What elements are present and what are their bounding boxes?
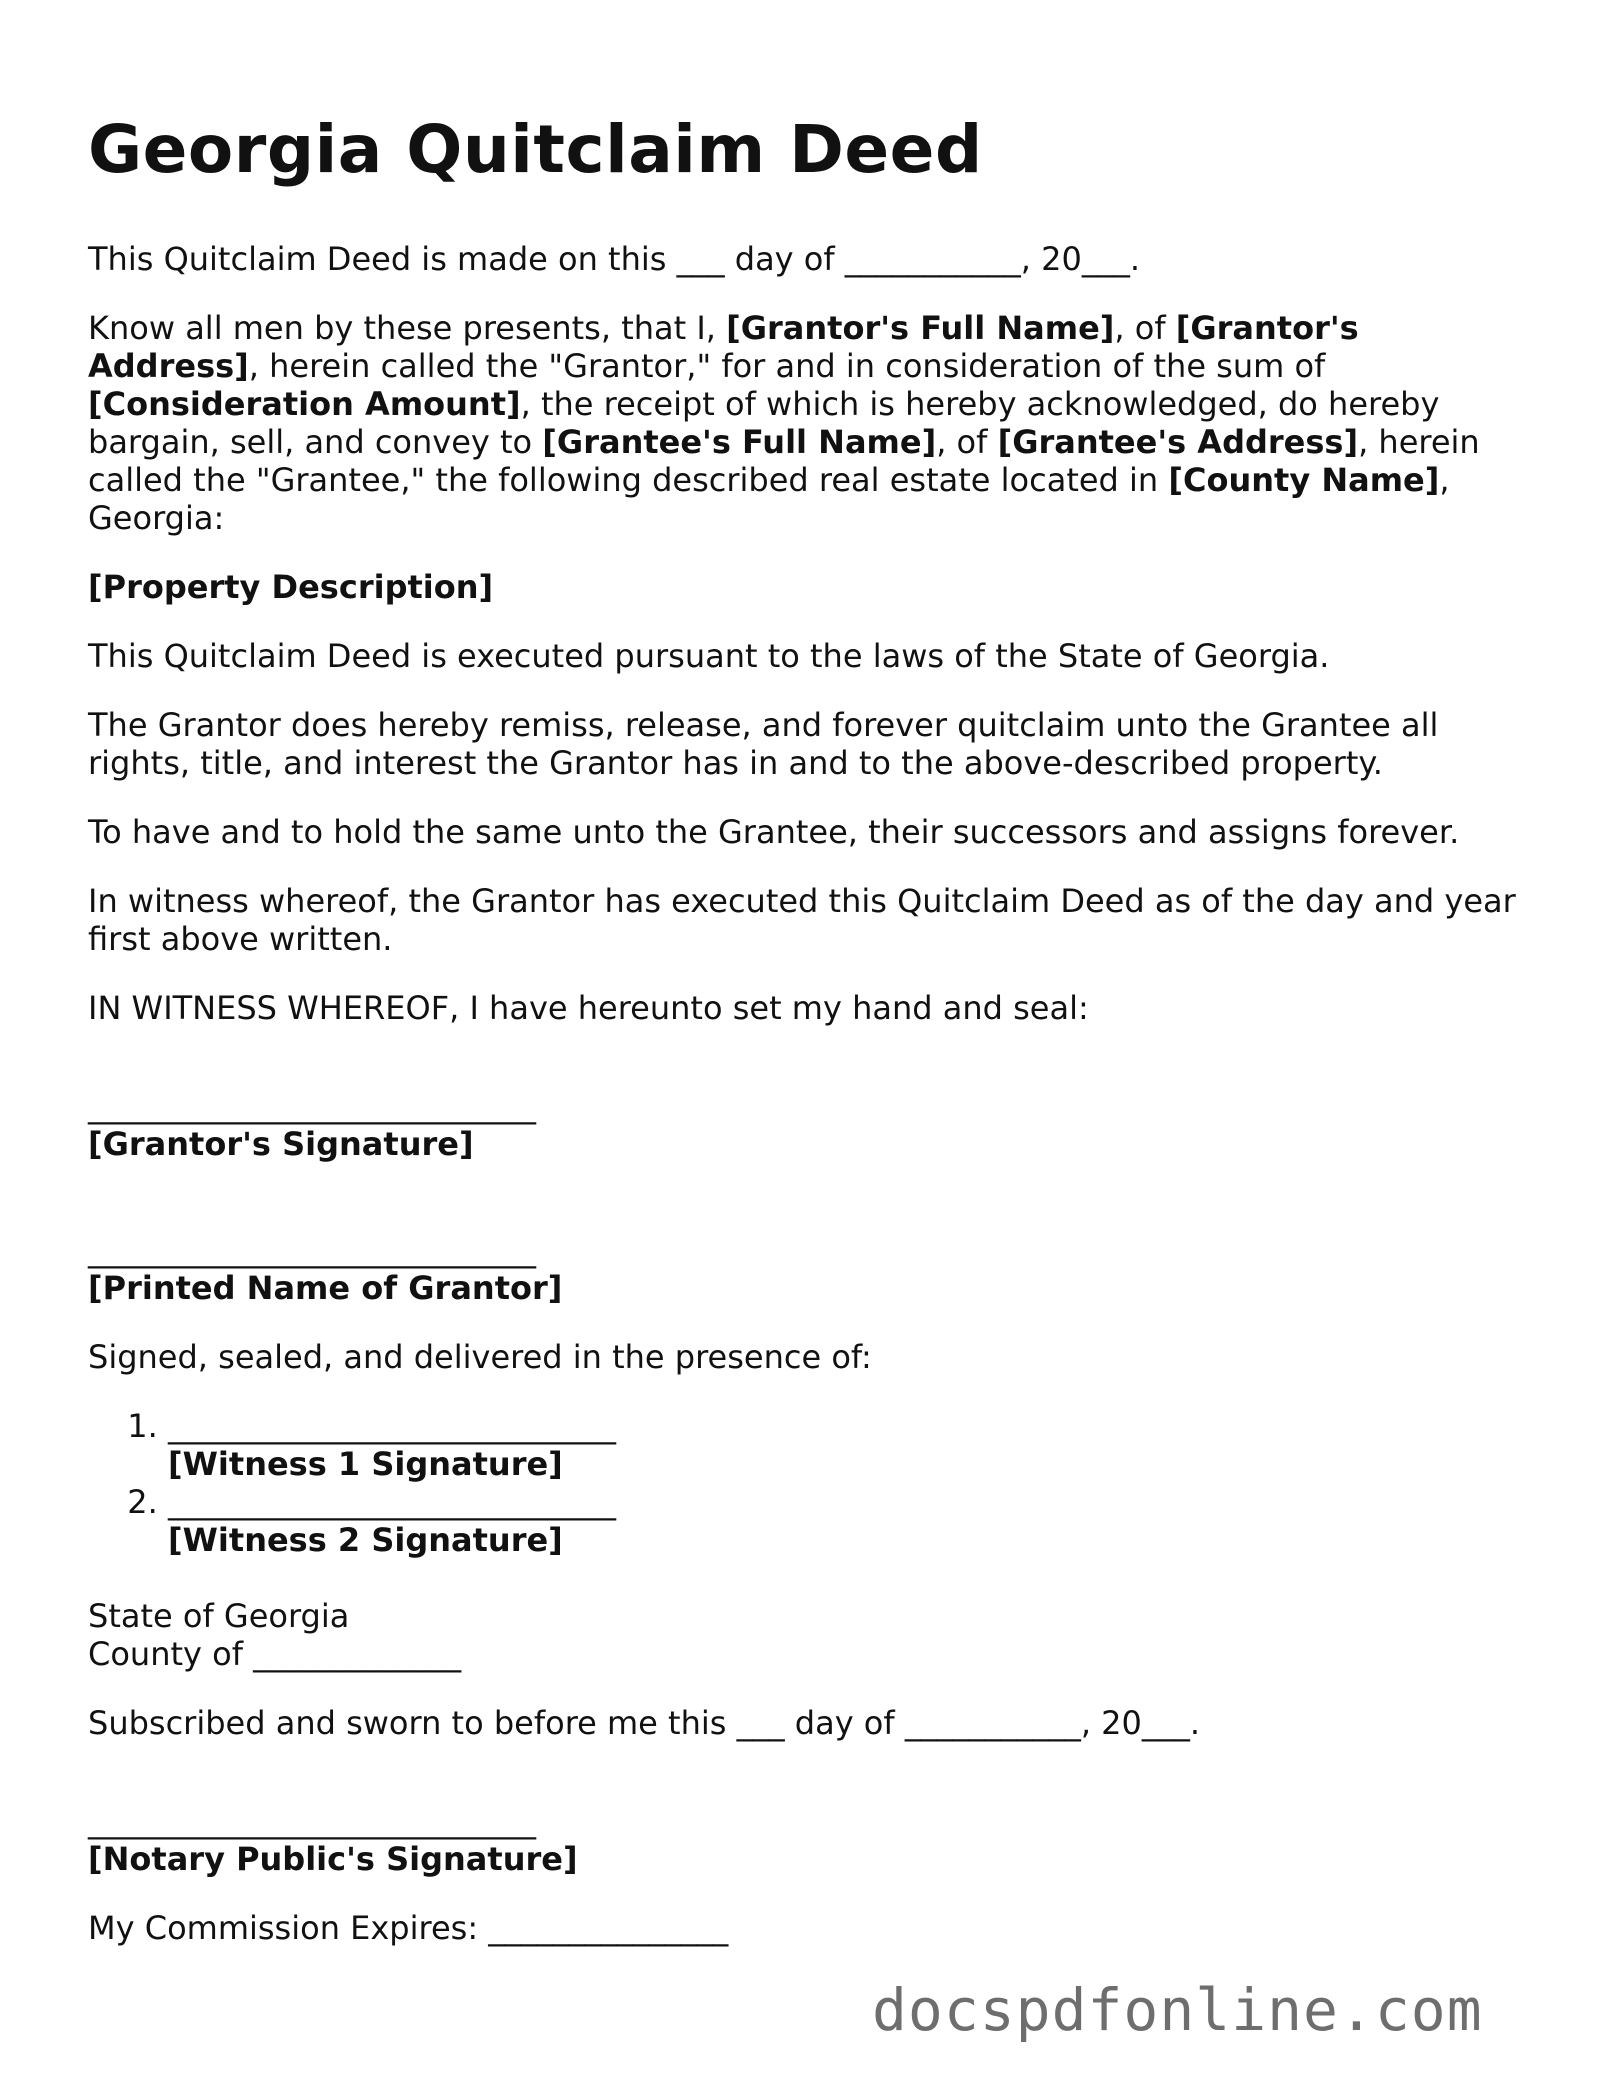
- commission-expires-line[interactable]: My Commission Expires: _______________: [88, 1909, 729, 1947]
- remise-paragraph: The Grantor does hereby remiss, release, and forever quitclaim unto the Grantee all rights, title, and interest the Grantor has in and to the above-described property.: [88, 706, 1439, 782]
- conveyance-text: , the receipt of which is hereby acknowledged, do hereby bargain, sell, and convey to: [88, 385, 1440, 461]
- consideration-placeholder: [Consideration Amount]: [88, 385, 521, 423]
- witness-list: [88, 1407, 1538, 1559]
- county-line[interactable]: County of _____________: [88, 1635, 462, 1673]
- witness-item: [168, 1407, 1538, 1483]
- sworn-paragraph: Subscribed and sworn to before me this ___ day of ___________, 20___.: [88, 1704, 1201, 1742]
- printed-name-line[interactable]: ____________________________: [88, 1231, 536, 1269]
- grantor-address-placeholder: [Grantor's Address]: [88, 309, 1359, 385]
- grantor-signature-label: [Grantor's Signature]: [88, 1125, 474, 1163]
- conveyance-text: , Georgia:: [88, 461, 1450, 537]
- conveyance-text: Know all men by these presents, that I,: [88, 309, 727, 347]
- printed-name-label: [Printed Name of Grantor]: [88, 1269, 563, 1307]
- witness-1-signature-line[interactable]: 1. ____________________________: [168, 1407, 616, 1445]
- state-line: State of Georgia: [88, 1597, 350, 1635]
- conveyance-text: , herein called the "Grantor," for and in consideration of the sum of: [248, 347, 1326, 385]
- conveyance-text: , of: [936, 423, 998, 461]
- habendum-paragraph: To have and to hold the same unto the Grantee, their successors and assigns forever.: [88, 813, 1460, 851]
- witness-item: [168, 1483, 1538, 1559]
- presence-paragraph: Signed, sealed, and delivered in the presence of:: [88, 1338, 872, 1376]
- conveyance-paragraph: [88, 309, 1538, 537]
- notary-signature-line[interactable]: ____________________________: [88, 1802, 536, 1840]
- witness-2-signature-line[interactable]: 2. ____________________________: [168, 1483, 616, 1521]
- county-placeholder: [County Name]: [1168, 461, 1440, 499]
- venue-block: [88, 1597, 1538, 1673]
- property-description-label: [Property Description]: [88, 568, 494, 606]
- document-page: [88, 108, 1538, 1978]
- conveyance-text: , of: [1114, 309, 1176, 347]
- watermark-text: docspdfonline.com: [872, 1976, 1483, 2044]
- notary-signature-block: [88, 1802, 1538, 1878]
- property-description-placeholder: [88, 568, 1538, 606]
- witness-1-signature-label: [Witness 1 Signature]: [168, 1445, 563, 1483]
- hand-and-seal-paragraph: IN WITNESS WHEREOF, I have hereunto set my hand and seal:: [88, 989, 1089, 1027]
- grantee-address-placeholder: [Grantee's Address]: [997, 423, 1359, 461]
- grantee-name-placeholder: [Grantee's Full Name]: [542, 423, 937, 461]
- notary-signature-label: [Notary Public's Signature]: [88, 1840, 578, 1878]
- document-title: Georgia Quitclaim Deed: [88, 111, 983, 188]
- intro-paragraph: This Quitclaim Deed is made on this ___ day of ___________, 20___.: [88, 240, 1141, 278]
- conveyance-text: , herein called the "Grantee," the following described real estate located in: [88, 423, 1480, 499]
- witness-2-signature-label: [Witness 2 Signature]: [168, 1521, 563, 1559]
- grantor-name-placeholder: [Grantor's Full Name]: [726, 309, 1115, 347]
- printed-name-block: [88, 1231, 1538, 1307]
- grantor-signature-line[interactable]: ____________________________: [88, 1087, 536, 1125]
- witness-whereof-paragraph: In witness whereof, the Grantor has executed this Quitclaim Deed as of the day and year first above written.: [88, 882, 1516, 958]
- grantor-signature-block: [88, 1087, 1538, 1163]
- laws-paragraph: This Quitclaim Deed is executed pursuant to the laws of the State of Georgia.: [88, 637, 1330, 675]
